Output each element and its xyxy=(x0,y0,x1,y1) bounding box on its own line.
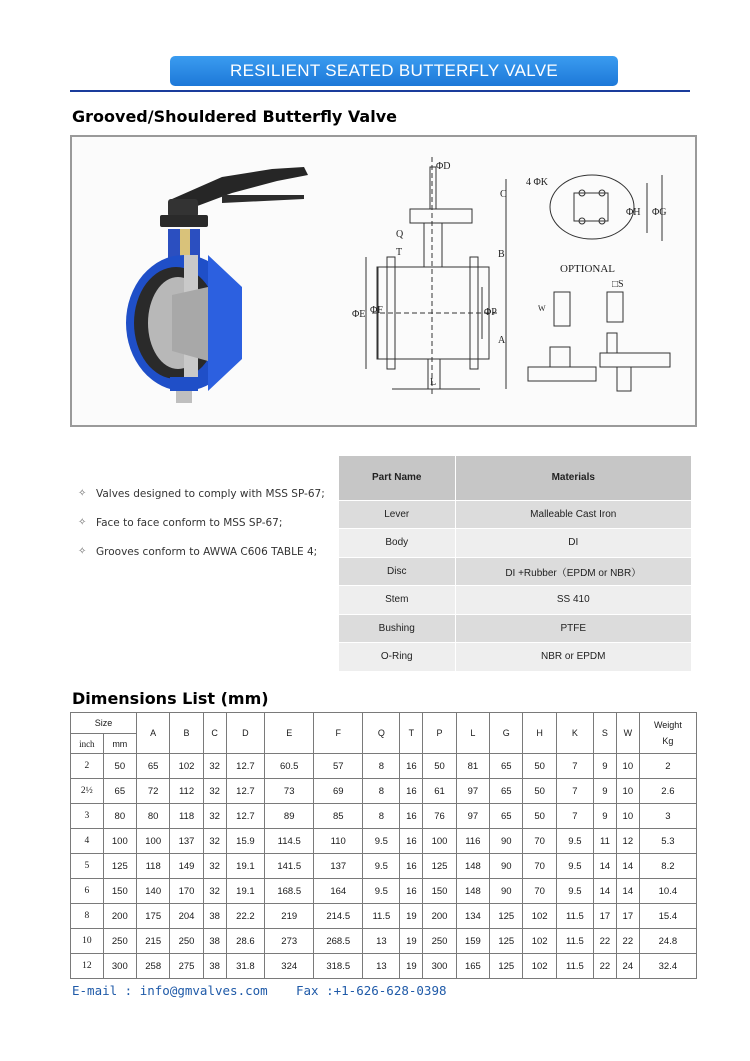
value-cell: 19 xyxy=(400,954,423,979)
value-cell: 76 xyxy=(423,804,456,829)
value-cell: 16 xyxy=(400,754,423,779)
size-inch-cell: 2 xyxy=(71,754,104,779)
value-cell: 114.5 xyxy=(265,829,314,854)
size-header: Size xyxy=(71,713,137,734)
size-mm-cell: 50 xyxy=(103,754,136,779)
table-row xyxy=(71,829,697,854)
label-phi-h: ΦH xyxy=(626,207,641,218)
value-cell: 70 xyxy=(523,854,556,879)
value-cell: 70 xyxy=(523,879,556,904)
value-cell: 14 xyxy=(616,879,639,904)
value-cell: 50 xyxy=(423,754,456,779)
value-cell: 134 xyxy=(456,904,489,929)
value-cell: 14 xyxy=(593,854,616,879)
column-header-d: D xyxy=(226,713,265,754)
label-phi-g: ΦG xyxy=(652,207,667,218)
table-row: Body DI xyxy=(339,529,691,558)
value-cell: 102 xyxy=(170,754,203,779)
value-cell: 10.4 xyxy=(639,879,696,904)
value-cell: 32.4 xyxy=(639,954,696,979)
value-cell: 17 xyxy=(616,904,639,929)
value-cell: 72 xyxy=(137,779,170,804)
valve-render xyxy=(126,167,308,403)
column-header-c: C xyxy=(203,713,226,754)
value-cell: 200 xyxy=(423,904,456,929)
value-cell: 118 xyxy=(137,854,170,879)
header-rule xyxy=(70,90,690,92)
size-inch-cell: 6 xyxy=(71,879,104,904)
value-cell: 112 xyxy=(170,779,203,804)
value-cell: 164 xyxy=(314,879,363,904)
value-cell: 16 xyxy=(400,779,423,804)
label-s: □S xyxy=(612,279,624,290)
value-cell: 89 xyxy=(265,804,314,829)
value-cell: 7 xyxy=(556,804,593,829)
value-cell: 31.8 xyxy=(226,954,265,979)
label-l: L xyxy=(430,377,437,388)
value-cell: 19.1 xyxy=(226,854,265,879)
value-cell: 102 xyxy=(523,904,556,929)
value-cell: 32 xyxy=(203,754,226,779)
value-cell: 137 xyxy=(170,829,203,854)
value-cell: 7 xyxy=(556,754,593,779)
value-cell: 9 xyxy=(593,804,616,829)
product-title: Grooved/Shouldered Butterfly Valve xyxy=(72,107,397,126)
value-cell: 32 xyxy=(203,829,226,854)
value-cell: 11.5 xyxy=(556,929,593,954)
table-row xyxy=(71,854,697,879)
value-cell: 14 xyxy=(616,854,639,879)
value-cell: 9 xyxy=(593,779,616,804)
value-cell: 250 xyxy=(170,929,203,954)
column-header-b: B xyxy=(170,713,203,754)
value-cell: 214.5 xyxy=(314,904,363,929)
value-cell: 38 xyxy=(203,954,226,979)
valve-illustration xyxy=(72,137,695,425)
value-cell: 32 xyxy=(203,854,226,879)
label-b: B xyxy=(498,249,505,260)
value-cell: 118 xyxy=(170,804,203,829)
size-inch-cell: 2½ xyxy=(71,779,104,804)
value-cell: 19.1 xyxy=(226,879,265,904)
value-cell: 16 xyxy=(400,829,423,854)
size-mm-cell: 125 xyxy=(103,854,136,879)
value-cell: 32 xyxy=(203,879,226,904)
value-cell: 80 xyxy=(137,804,170,829)
value-cell: 14 xyxy=(593,879,616,904)
value-cell: 16 xyxy=(400,804,423,829)
column-header-a: A xyxy=(137,713,170,754)
value-cell: 5.3 xyxy=(639,829,696,854)
header-part-name: Part Name xyxy=(339,456,455,500)
table-row xyxy=(71,754,697,779)
value-cell: 215 xyxy=(137,929,170,954)
value-cell: 19 xyxy=(400,929,423,954)
value-cell: 318.5 xyxy=(314,954,363,979)
feature-list xyxy=(78,488,325,575)
value-cell: 9.5 xyxy=(556,829,593,854)
dimensions-title: Dimensions List (mm) xyxy=(72,689,269,708)
value-cell: 8 xyxy=(363,804,400,829)
value-cell: 125 xyxy=(490,954,523,979)
table-row xyxy=(71,879,697,904)
column-header-l: L xyxy=(456,713,489,754)
value-cell: 11 xyxy=(593,829,616,854)
value-cell: 116 xyxy=(456,829,489,854)
footer-fax: Fax :+1-626-628-0398 xyxy=(296,983,447,998)
size-inch-cell: 3 xyxy=(71,804,104,829)
label-phi-d: ΦD xyxy=(436,161,451,172)
value-cell: 11.5 xyxy=(556,904,593,929)
size-mm-cell: 65 xyxy=(103,779,136,804)
value-cell: 90 xyxy=(490,829,523,854)
column-header-k: K xyxy=(556,713,593,754)
dimension-drawing xyxy=(366,157,670,397)
value-cell: 38 xyxy=(203,904,226,929)
table-row xyxy=(71,804,697,829)
size-inch-cell: 5 xyxy=(71,854,104,879)
header-materials: Materials xyxy=(455,456,691,500)
weight-header: Weight Kg xyxy=(639,713,696,754)
column-header-t: T xyxy=(400,713,423,754)
value-cell: 13 xyxy=(363,929,400,954)
table-row xyxy=(71,904,697,929)
value-cell: 250 xyxy=(423,929,456,954)
value-cell: 10 xyxy=(616,804,639,829)
value-cell: 12.7 xyxy=(226,779,265,804)
value-cell: 32 xyxy=(203,779,226,804)
value-cell: 137 xyxy=(314,854,363,879)
value-cell: 60.5 xyxy=(265,754,314,779)
value-cell: 65 xyxy=(490,754,523,779)
value-cell: 12.7 xyxy=(226,804,265,829)
value-cell: 90 xyxy=(490,879,523,904)
value-cell: 15.4 xyxy=(639,904,696,929)
value-cell: 16 xyxy=(400,854,423,879)
column-header-f: F xyxy=(314,713,363,754)
value-cell: 61 xyxy=(423,779,456,804)
value-cell: 9.5 xyxy=(363,829,400,854)
value-cell: 13 xyxy=(363,954,400,979)
value-cell: 57 xyxy=(314,754,363,779)
value-cell: 165 xyxy=(456,954,489,979)
value-cell: 125 xyxy=(490,904,523,929)
value-cell: 65 xyxy=(490,779,523,804)
value-cell: 10 xyxy=(616,754,639,779)
value-cell: 102 xyxy=(523,929,556,954)
value-cell: 50 xyxy=(523,779,556,804)
value-cell: 148 xyxy=(456,854,489,879)
materials-table xyxy=(339,456,691,672)
valve-drawing-panel xyxy=(70,135,697,427)
value-cell: 22.2 xyxy=(226,904,265,929)
feature-item: ✧ Grooves conform to AWWA C606 TABLE 4; xyxy=(78,546,318,558)
size-mm-cell: 100 xyxy=(103,829,136,854)
value-cell: 102 xyxy=(523,954,556,979)
size-mm-cell: 300 xyxy=(103,954,136,979)
footer-email: E-mail : info@gmvalves.com xyxy=(72,983,268,998)
value-cell: 38 xyxy=(203,929,226,954)
dimensions-table xyxy=(70,712,697,979)
label-phi-p: ΦP xyxy=(484,307,497,318)
value-cell: 16 xyxy=(400,879,423,904)
value-cell: 170 xyxy=(170,879,203,904)
size-mm-cell: 80 xyxy=(103,804,136,829)
size-mm-cell: 200 xyxy=(103,904,136,929)
value-cell: 258 xyxy=(137,954,170,979)
value-cell: 11.5 xyxy=(363,904,400,929)
inch-header: inch xyxy=(71,734,104,754)
value-cell: 50 xyxy=(523,804,556,829)
value-cell: 9.5 xyxy=(556,854,593,879)
value-cell: 268.5 xyxy=(314,929,363,954)
table-row xyxy=(71,954,697,979)
value-cell: 22 xyxy=(616,929,639,954)
value-cell: 19 xyxy=(400,904,423,929)
value-cell: 110 xyxy=(314,829,363,854)
size-inch-cell: 4 xyxy=(71,829,104,854)
value-cell: 149 xyxy=(170,854,203,879)
feature-item: ✧ Valves designed to comply with MSS SP-67; xyxy=(78,488,325,500)
label-a: A xyxy=(498,335,506,346)
value-cell: 97 xyxy=(456,804,489,829)
value-cell: 8 xyxy=(363,754,400,779)
value-cell: 2 xyxy=(639,754,696,779)
label-w: W xyxy=(538,304,546,313)
feature-item: ✧ Face to face conform to MSS SP-67; xyxy=(78,517,283,529)
value-cell: 22 xyxy=(593,929,616,954)
table-row: Stem SS 410 xyxy=(339,586,691,615)
value-cell: 22 xyxy=(593,954,616,979)
value-cell: 148 xyxy=(456,879,489,904)
value-cell: 140 xyxy=(137,879,170,904)
value-cell: 24 xyxy=(616,954,639,979)
size-mm-cell: 150 xyxy=(103,879,136,904)
label-q: Q xyxy=(396,229,404,240)
value-cell: 219 xyxy=(265,904,314,929)
bullet-icon: ✧ xyxy=(78,517,87,528)
value-cell: 24.8 xyxy=(639,929,696,954)
value-cell: 69 xyxy=(314,779,363,804)
size-inch-cell: 8 xyxy=(71,904,104,929)
column-header-s: S xyxy=(593,713,616,754)
value-cell: 3 xyxy=(639,804,696,829)
value-cell: 159 xyxy=(456,929,489,954)
value-cell: 168.5 xyxy=(265,879,314,904)
label-4-phi-k: 4 ΦK xyxy=(526,177,549,188)
column-header-g: G xyxy=(490,713,523,754)
mm-header: mm xyxy=(103,734,136,754)
label-phi-e: ΦE xyxy=(352,309,366,320)
column-header-p: P xyxy=(423,713,456,754)
value-cell: 70 xyxy=(523,829,556,854)
size-inch-cell: 12 xyxy=(71,954,104,979)
bullet-icon: ✧ xyxy=(78,488,87,499)
value-cell: 125 xyxy=(423,854,456,879)
value-cell: 50 xyxy=(523,754,556,779)
table-row: Bushing PTFE xyxy=(339,614,691,643)
value-cell: 28.6 xyxy=(226,929,265,954)
value-cell: 12 xyxy=(616,829,639,854)
value-cell: 275 xyxy=(170,954,203,979)
table-row: Disc DI +Rubber（EPDM or NBR） xyxy=(339,557,691,586)
value-cell: 17 xyxy=(593,904,616,929)
value-cell: 300 xyxy=(423,954,456,979)
column-header-w: W xyxy=(616,713,639,754)
value-cell: 9.5 xyxy=(556,879,593,904)
label-t: T xyxy=(396,247,403,258)
column-header-e: E xyxy=(265,713,314,754)
size-mm-cell: 250 xyxy=(103,929,136,954)
value-cell: 324 xyxy=(265,954,314,979)
value-cell: 65 xyxy=(490,804,523,829)
value-cell: 141.5 xyxy=(265,854,314,879)
label-c: C xyxy=(500,189,507,200)
value-cell: 85 xyxy=(314,804,363,829)
value-cell: 8 xyxy=(363,779,400,804)
value-cell: 65 xyxy=(137,754,170,779)
value-cell: 175 xyxy=(137,904,170,929)
value-cell: 9.5 xyxy=(363,879,400,904)
table-row xyxy=(71,779,697,804)
value-cell: 12.7 xyxy=(226,754,265,779)
value-cell: 125 xyxy=(490,929,523,954)
column-header-h: H xyxy=(523,713,556,754)
value-cell: 100 xyxy=(423,829,456,854)
value-cell: 8.2 xyxy=(639,854,696,879)
label-phi-f: ΦF xyxy=(370,305,383,316)
value-cell: 9 xyxy=(593,754,616,779)
bullet-icon: ✧ xyxy=(78,546,87,557)
value-cell: 150 xyxy=(423,879,456,904)
value-cell: 2.6 xyxy=(639,779,696,804)
value-cell: 9.5 xyxy=(363,854,400,879)
table-row: O-Ring NBR or EPDM xyxy=(339,643,691,672)
value-cell: 100 xyxy=(137,829,170,854)
value-cell: 7 xyxy=(556,779,593,804)
column-header-q: Q xyxy=(363,713,400,754)
value-cell: 97 xyxy=(456,779,489,804)
size-inch-cell: 10 xyxy=(71,929,104,954)
value-cell: 32 xyxy=(203,804,226,829)
value-cell: 273 xyxy=(265,929,314,954)
value-cell: 81 xyxy=(456,754,489,779)
value-cell: 11.5 xyxy=(556,954,593,979)
title-banner: RESILIENT SEATED BUTTERFLY VALVE xyxy=(170,56,618,86)
table-row: Lever Malleable Cast Iron xyxy=(339,500,691,529)
value-cell: 90 xyxy=(490,854,523,879)
value-cell: 204 xyxy=(170,904,203,929)
table-row xyxy=(71,929,697,954)
value-cell: 10 xyxy=(616,779,639,804)
value-cell: 73 xyxy=(265,779,314,804)
label-optional: OPTIONAL xyxy=(560,263,615,275)
value-cell: 15.9 xyxy=(226,829,265,854)
